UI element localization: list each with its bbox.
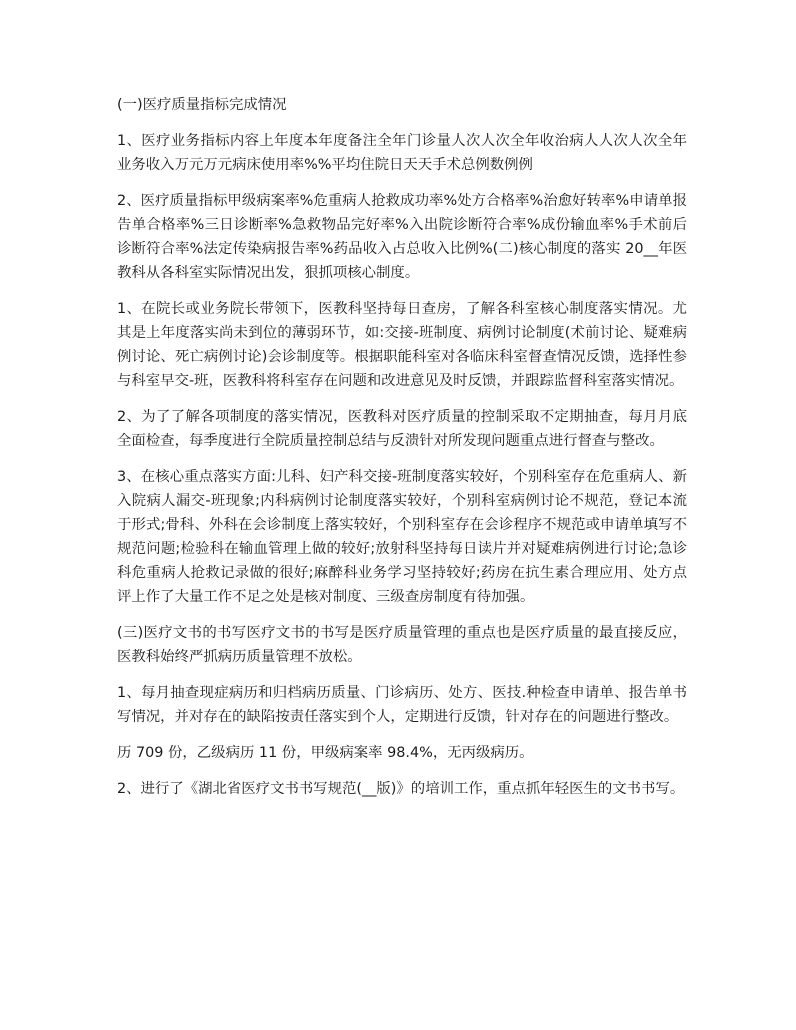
paragraph-ward-rounds: 1、在院长或业务院长带领下，医教科坚持每日查房，了解各科室核心制度落实情况。尤其是上年度落实尚未到位的薄弱环节，如:交接-班制度、病例讨论制度(术前讨论、疑难病例讨论、死亡病例讨论)会诊制度等。根据职能科室对各临床科室督查情况反馈，选择性参与科室早交-班，医教科将科室存在问题和改进意见及时反馈，并跟踪监督科室落实情况。 <box>117 301 687 389</box>
paragraph-monthly-record-check: 1、每月抽查现症病历和归档病历质量、门诊病历、处方、医技.种检查申请单、报告单书写情况，并对存在的缺陷按责任落实到个人，定期进行反馈，针对存在的问题进行整改。 <box>117 685 687 725</box>
paragraph-business-indicators: 1、医疗业务指标内容上年度本年度备注全年门诊量人次人次全年收治病人人次人次全年业务收入万元万元病床使用率%%平均住院日天天手术总例数例例 <box>117 133 687 173</box>
section-heading-medical-documents: (三)医疗文书的书写医疗文书的书写是医疗质量管理的重点也是医疗质量的最直接反应，医教科始终严抓病历质量管理不放松。 <box>117 625 687 665</box>
section-heading-quality-indicators: (一)医疗质量指标完成情况 <box>117 97 287 113</box>
paragraph-core-implementation: 3、在核心重点落实方面:儿科、妇产科交接-班制度落实较好，个别科室存在危重病人、新入院病人漏交-班现象;内科病例讨论制度落实较好，个别科室病例讨论不规范，登记本流于形式;骨科、外科在会诊制度上落实较好，个别科室存在会诊程序不规范或申请单填写不规范问题;检验科在输血管理上做的较好;放射科坚持每日读片并对疑难病例进行讨论;急诊科危重病人抢救记录做的很好;麻醉科业务学习坚持较好;药房在抗生素合理应用、处方点评上作了大量工作不足之处是核对制度、三级查房制度有待加强。 <box>117 469 687 605</box>
paragraph-spot-checks: 2、为了了解各项制度的落实情况，医教科对医疗质量的控制采取不定期抽查，每月月底全面检查，每季度进行全院质量控制总结与反溃针对所发现问题重点进行督查与整改。 <box>117 409 687 449</box>
paragraph-quality-indicators: 2、医疗质量指标甲级病案率%危重病人抢救成功率%处方合格率%治愈好转率%申请单报告单合格率%三日诊断率%急救物品完好率%入出院诊断符合率%成份输血率%手术前后诊断符合率%法定传染病报告率%药品收入占总收入比例%(二)核心制度的落实 20__年医教科从各科室实际情况出发，狠抓项核心制度。 <box>117 193 687 281</box>
paragraph-record-statistics: 历 709 份，乙级病历 11 份，甲级病案率 98.4%，无丙级病历。 <box>117 745 534 761</box>
paragraph-writing-training: 2、进行了《湖北省医疗文书书写规范(__版)》的培训工作，重点抓年轻医生的文书书写。 <box>117 781 685 797</box>
document-body <box>117 93 687 813</box>
